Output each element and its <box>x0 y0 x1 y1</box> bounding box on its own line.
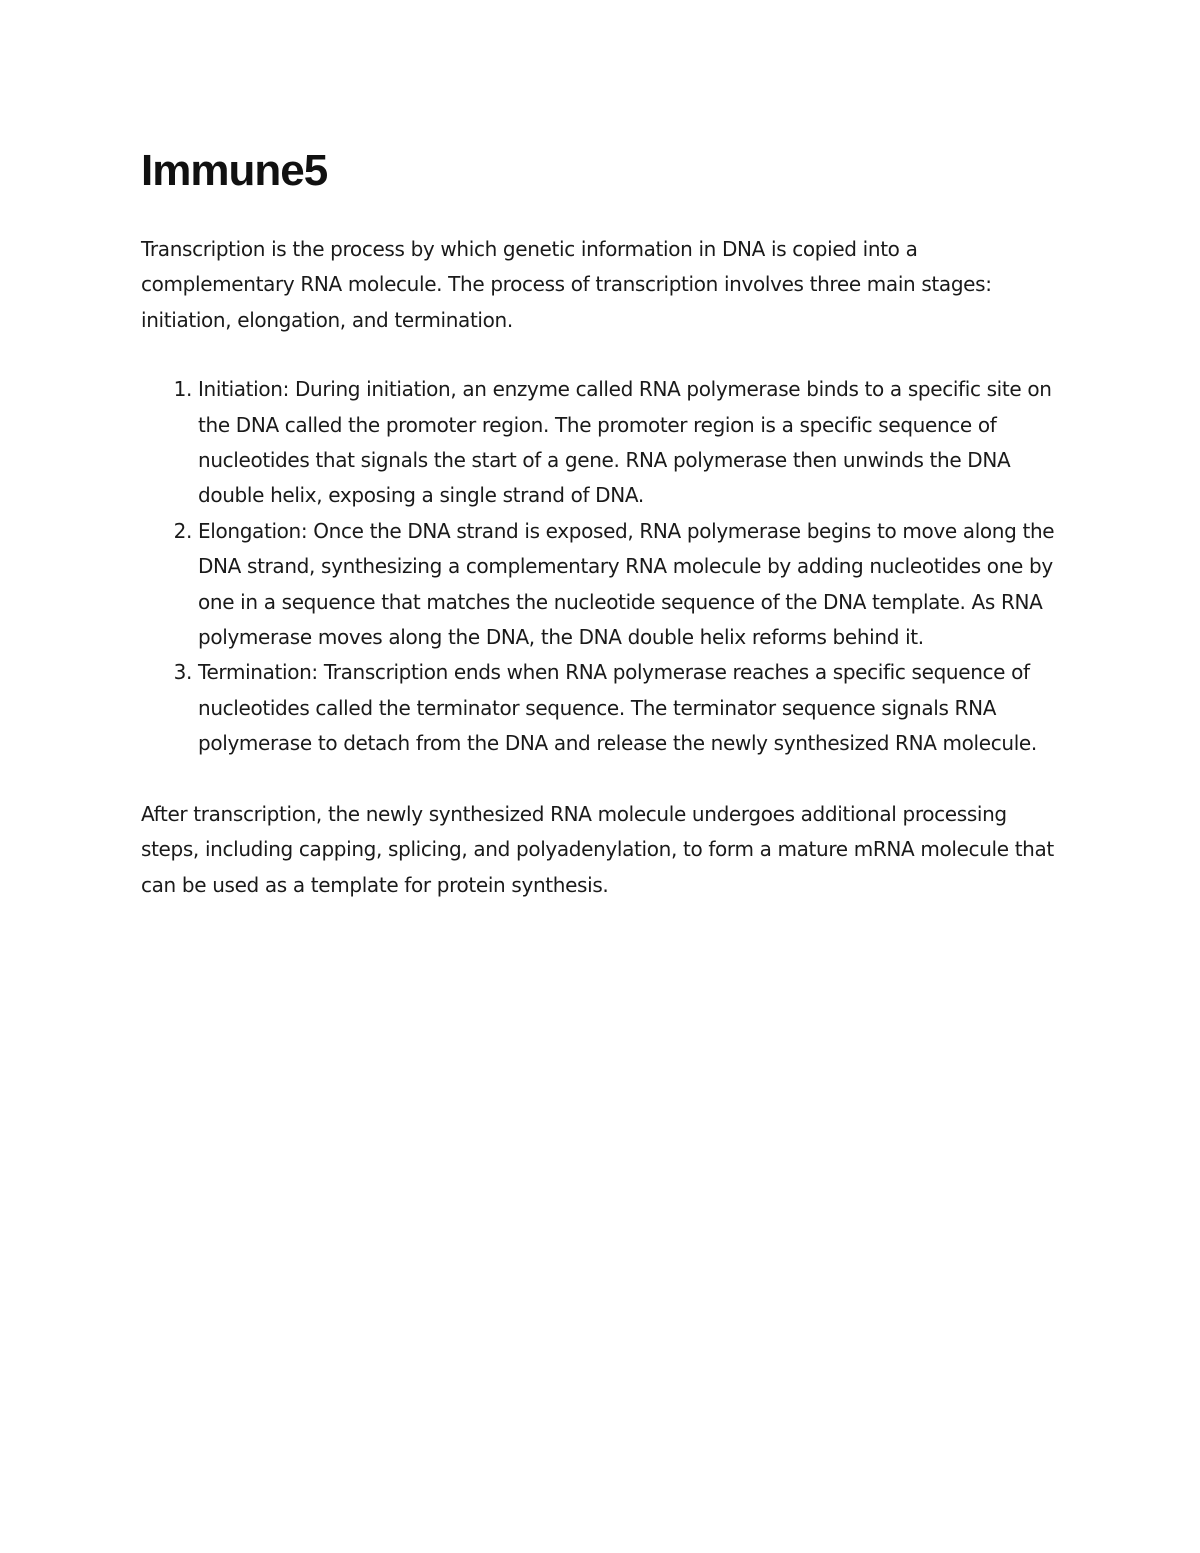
list-item-termination: 3. Termination: Transcription ends when RNA polymerase reaches a specific sequence of nucleotides called the terminator sequence. The terminator sequence signals RNA polymerase to detach from the DNA and release the newly synthesized RNA molecule. <box>198 655 1061 761</box>
transcription-steps-list <box>141 372 1061 761</box>
outro-paragraph: After transcription, the newly synthesized RNA molecule undergoes additional processing steps, including capping, splicing, and polyadenylation, to form a mature mRNA molecule that can be used as a template for protein synthesis. <box>141 801 1054 897</box>
list-item-initiation: 1. Initiation: During initiation, an enzyme called RNA polymerase binds to a specific site on the DNA called the promoter region. The promoter region is a specific sequence of nucleotides that signals the start of a gene. RNA polymerase then unwinds the DNA double helix, exposing a single strand of DNA. <box>198 372 1061 514</box>
intro-paragraph: Transcription is the process by which genetic information in DNA is copied into a complementary RNA molecule. The process of transcription involves three main stages: initiation, elongation, and termination. <box>141 237 992 332</box>
list-item-elongation: 2. Elongation: Once the DNA strand is exposed, RNA polymerase begins to move along the DNA strand, synthesizing a complementary RNA molecule by adding nucleotides one by one in a sequence that matches the nucleotide sequence of the DNA template. As RNA polymerase moves along the DNA, the DNA double helix reforms behind it. <box>198 514 1061 656</box>
document-content <box>141 140 1061 903</box>
page-title: Immune5 <box>141 146 328 195</box>
